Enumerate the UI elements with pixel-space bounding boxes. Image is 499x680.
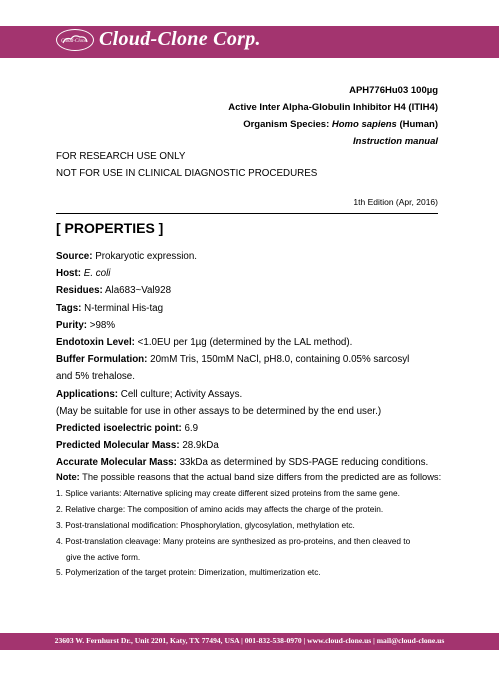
- prop-source: [56, 248, 466, 265]
- note-item: 1. Splice variants: Alternative splicing may create different sized proteins from the same gene.: [56, 487, 400, 498]
- prop-value: E. coli: [83, 268, 111, 280]
- edition: 1th Edition (Apr, 2016): [353, 197, 438, 207]
- prop-residues: [56, 282, 466, 299]
- prop-label: Residues:: [56, 285, 103, 297]
- note-label: Note:: [56, 472, 80, 482]
- prop-predicted-mass: [56, 437, 466, 454]
- species-label: Organism Species:: [243, 119, 332, 130]
- prop-pi: [56, 420, 466, 437]
- product-name: Active Inter Alpha-Globulin Inhibitor H4 (ITIH4): [228, 102, 438, 113]
- footer-contact: 23603 W. Fernhurst Dr., Unit 2201, Katy, TX 77494, USA | 001-832-538-0970 | www.cloud-clone.us | mail@cloud-clone.us: [54, 636, 445, 645]
- prop-value: 33kDa as determined by SDS-PAGE reducing conditions.: [176, 457, 429, 469]
- note-item: 3. Post-translational modification: Phosphorylation, glycosylation, methylation etc.: [56, 519, 355, 530]
- note-intro: [56, 470, 466, 486]
- header-bar: [0, 26, 499, 58]
- prop-label: Predicted Molecular Mass:: [56, 440, 180, 452]
- prop-label: Applications:: [56, 388, 119, 400]
- species-name: Homo sapiens: [331, 119, 397, 130]
- prop-value: 20mM Tris, 150mM NaCl, pH8.0, containing 0.05% sarcosyl: [147, 354, 410, 366]
- cloud-logo-icon: [56, 29, 94, 51]
- organism-species: [228, 116, 438, 133]
- note-item: 4. Post-translation cleavage: Many proteins are synthesized as pro-proteins, and then cleaved to: [56, 535, 411, 546]
- prop-value: 6.9: [181, 423, 199, 435]
- prop-tags: [56, 300, 466, 317]
- prop-label: Host:: [56, 268, 82, 280]
- prop-value: Cell culture; Activity Assays.: [118, 388, 243, 400]
- footer-bar: [0, 633, 499, 650]
- prop-value: 28.9kDa: [179, 440, 219, 452]
- notes-section: [56, 470, 466, 581]
- logo-text: Cloud-Clone: [61, 39, 87, 44]
- prop-value: <1.0EU per 1µg (determined by the LAL method).: [134, 337, 353, 349]
- note-item: 2. Relative charge: The composition of amino acids may affects the charge of the protein.: [56, 503, 384, 514]
- divider: [56, 213, 438, 214]
- prop-label: Endotoxin Level:: [56, 337, 135, 349]
- prop-label: Source:: [56, 251, 93, 262]
- doc-type: Instruction manual: [353, 136, 438, 147]
- section-title: [ PROPERTIES ]: [56, 220, 164, 236]
- prop-label: Buffer Formulation:: [56, 354, 148, 366]
- prop-value: N-terminal His-tag: [81, 302, 164, 314]
- prop-endotoxin: [56, 334, 466, 351]
- brand-name: Cloud-Clone Corp.: [99, 28, 261, 50]
- note-intro-text: The possible reasons that the actual band size differs from the predicted are as follows:: [79, 472, 442, 482]
- prop-applications-note: (May be suitable for use in other assays to be determined by the end user.): [56, 405, 382, 417]
- notice-line-1: FOR RESEARCH USE ONLY: [56, 151, 186, 162]
- prop-label: Tags:: [56, 302, 82, 314]
- prop-label: Predicted isoelectric point:: [56, 423, 182, 435]
- usage-notice: [56, 148, 317, 182]
- prop-buffer-cont: and 5% trehalose.: [56, 371, 135, 383]
- product-info: [228, 82, 438, 150]
- prop-purity: [56, 317, 466, 334]
- catalog-number: APH776Hu03 100µg: [349, 85, 438, 96]
- prop-label: Accurate Molecular Mass:: [56, 457, 177, 469]
- prop-buffer: [56, 351, 466, 368]
- prop-host: [56, 265, 466, 282]
- note-item-cont: give the active form.: [66, 551, 141, 562]
- notice-line-2: NOT FOR USE IN CLINICAL DIAGNOSTIC PROCEDURES: [56, 168, 318, 179]
- prop-value: Prokaryotic expression.: [92, 251, 198, 262]
- note-item: 5. Polymerization of the target protein: Dimerization, multimerization etc.: [56, 567, 321, 578]
- properties-list: [56, 248, 466, 472]
- prop-value: Ala683~Val928: [102, 285, 172, 297]
- prop-label: Purity:: [56, 319, 88, 331]
- prop-applications: [56, 386, 466, 403]
- prop-value: >98%: [87, 319, 116, 331]
- species-suffix: (Human): [396, 119, 438, 130]
